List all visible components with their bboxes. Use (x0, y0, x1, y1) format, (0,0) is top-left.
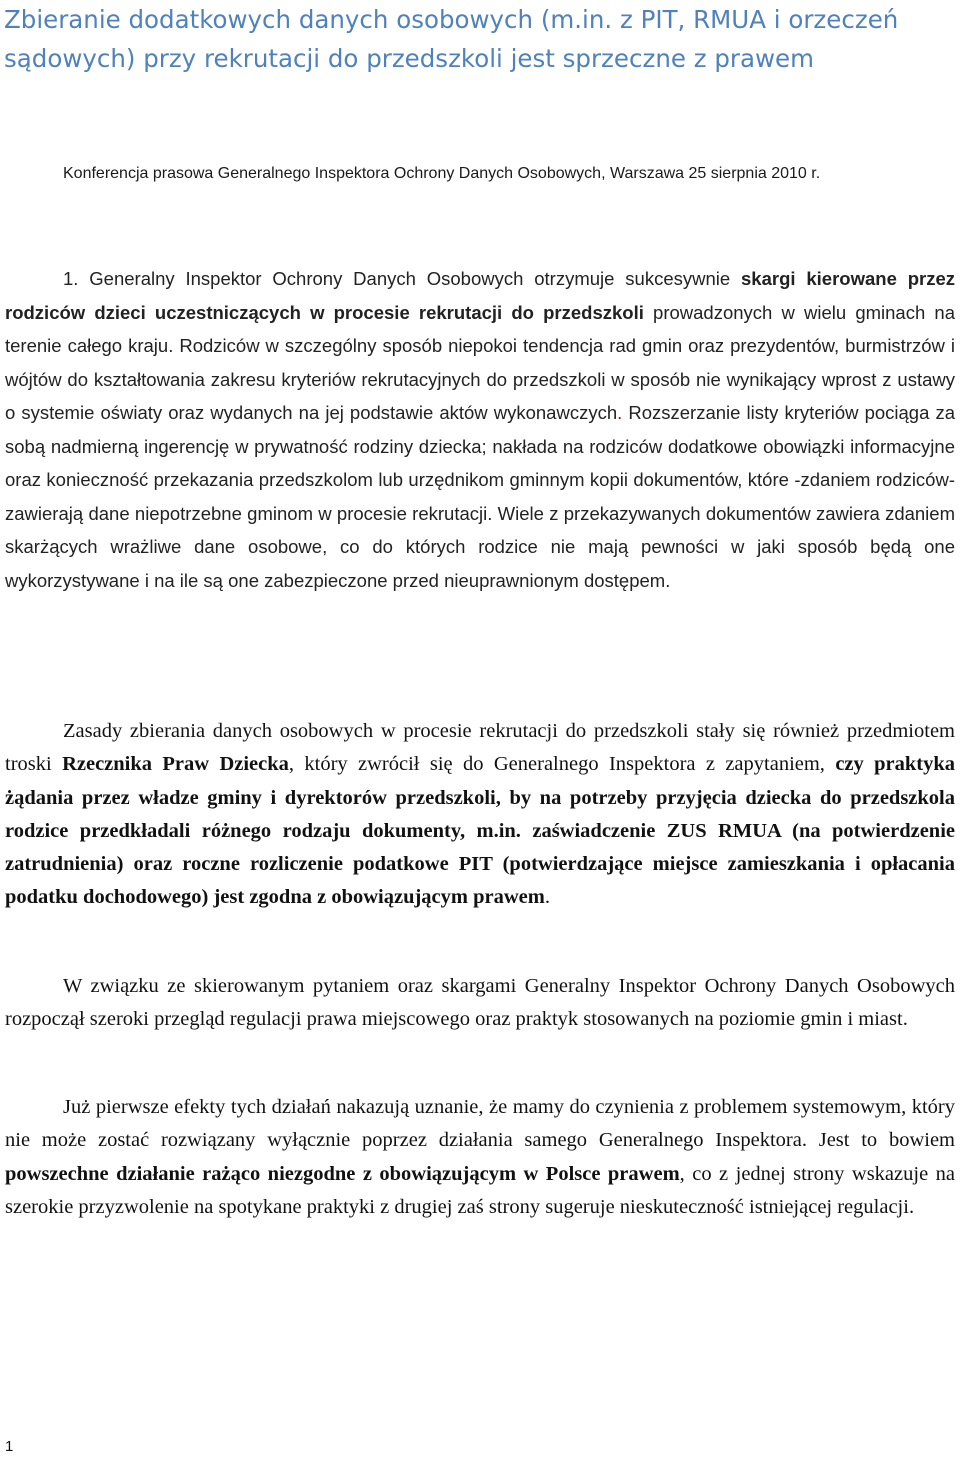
paragraph-1-text-end: Rozszerzanie listy kryteriów pociąga za sobą nadmierną ingerencję w prywatność rodziny dziecka; nakłada na rodziców dodatkowe obowiązki informacyjne oraz konieczność przekazania przedszkolom lub urzędnikom gminnym kopii dokumentów, które -zdaniem rodziców- zawierają dane niepotrzebne gminom w procesie rekrutacji. Wiele z przekazywanych dokumentów zawiera zdaniem skarżących wrażliwe dane osobowe, co do których rodzice nie mają pewności w jaki sposób będą one wykorzystywane i na ile są one zabezpieczone przed nieuprawnionym dostępem. (5, 402, 955, 591)
paragraph-1-text: 1. Generalny Inspektor Ochrony Danych Osobowych otrzymuje sukcesywnie (63, 268, 742, 289)
paragraph-1-dot: . (617, 402, 623, 423)
paragraph-2-text: Zasady zbierania danych osobowych w procesie rekrutacji do przedszkoli stały się również przedmiotem troski (5, 720, 955, 776)
paragraph-4-text-end: , co z jednej strony wskazuje na szerokie przyzwolenie na spotykane praktyki z drugiej zaś strony sugeruje nieskuteczność istniejącej regulacji. (5, 1162, 955, 1218)
paragraph-1 (5, 262, 955, 597)
paragraph-2-end: . (544, 886, 550, 909)
paragraph-4 (5, 1091, 955, 1224)
paragraph-3: W związku ze skierowanym pytaniem oraz skargami Generalny Inspektor Ochrony Danych Osobowych rozpoczął szeroki przegląd regulacji prawa miejscowego oraz praktyk stosowanych na poziomie gmin i miast. (5, 975, 955, 1031)
paragraph-2 (5, 715, 955, 915)
paragraph-2-bold-rpd: Rzecznika Praw Dziecka (62, 753, 289, 776)
paragraph-2-bold-question: czy praktyka żądania przez władze gminy i dyrektorów przedszkoli, by na potrzeby przyjęcia dziecka do przedszkola rodzice przedkładali różnego rodzaju dokumenty, m.in. zaświadczenie ZUS RMUA (na potwierdzenie zatrudnienia) oraz roczne rozliczenie podatkowe PIT (potwierdzające miejsce zamieszkania i opłacania podatku dochodowego) jest zgodna z obowiązującym prawem (5, 753, 956, 909)
paragraph-1-bold: skargi kierowane przez rodziców dzieci uczestniczących w procesie rekrutacji do przedszkoli (5, 268, 955, 323)
page-number: 1 (5, 1438, 14, 1455)
paragraph-2-text-cont: , który zwrócił się do Generalnego Inspektora z zapytaniem, (288, 753, 836, 776)
document-subtitle: Konferencja prasowa Generalnego Inspektora Ochrony Danych Osobowych, Warszawa 25 sierpnia 2010 r. (63, 165, 821, 182)
paragraph-1-text-cont: prowadzonych w wielu gminach na terenie całego kraju. Rodziców w szczególny sposób niepokoi tendencja rad gmin oraz prezydentów, burmistrzów i wójtów do kształtowania zakresu kryteriów rekrutacyjnych do przedszkoli w sposób nie wynikający wprost z ustawy o systemie oświaty oraz wydanych na jej podstawie aktów wykonawczych (5, 301, 956, 423)
paragraph-4-text: Już pierwsze efekty tych działań nakazują uznanie, że mamy do czynienia z problemem systemowym, który nie może zostać rozwiązany wyłącznie poprzez działania samego Generalnego Inspektora. Jest to bowiem (5, 1096, 955, 1152)
document-title: Zbieranie dodatkowych danych osobowych (m.in. z PIT, RMUA i orzeczeń sądowych) przy rekrutacji do przedszkoli jest sprzeczne z prawem (4, 5, 899, 73)
paragraph-4-bold: powszechne działanie rażąco niezgodne z obowiązującym w Polsce prawem (5, 1162, 680, 1185)
